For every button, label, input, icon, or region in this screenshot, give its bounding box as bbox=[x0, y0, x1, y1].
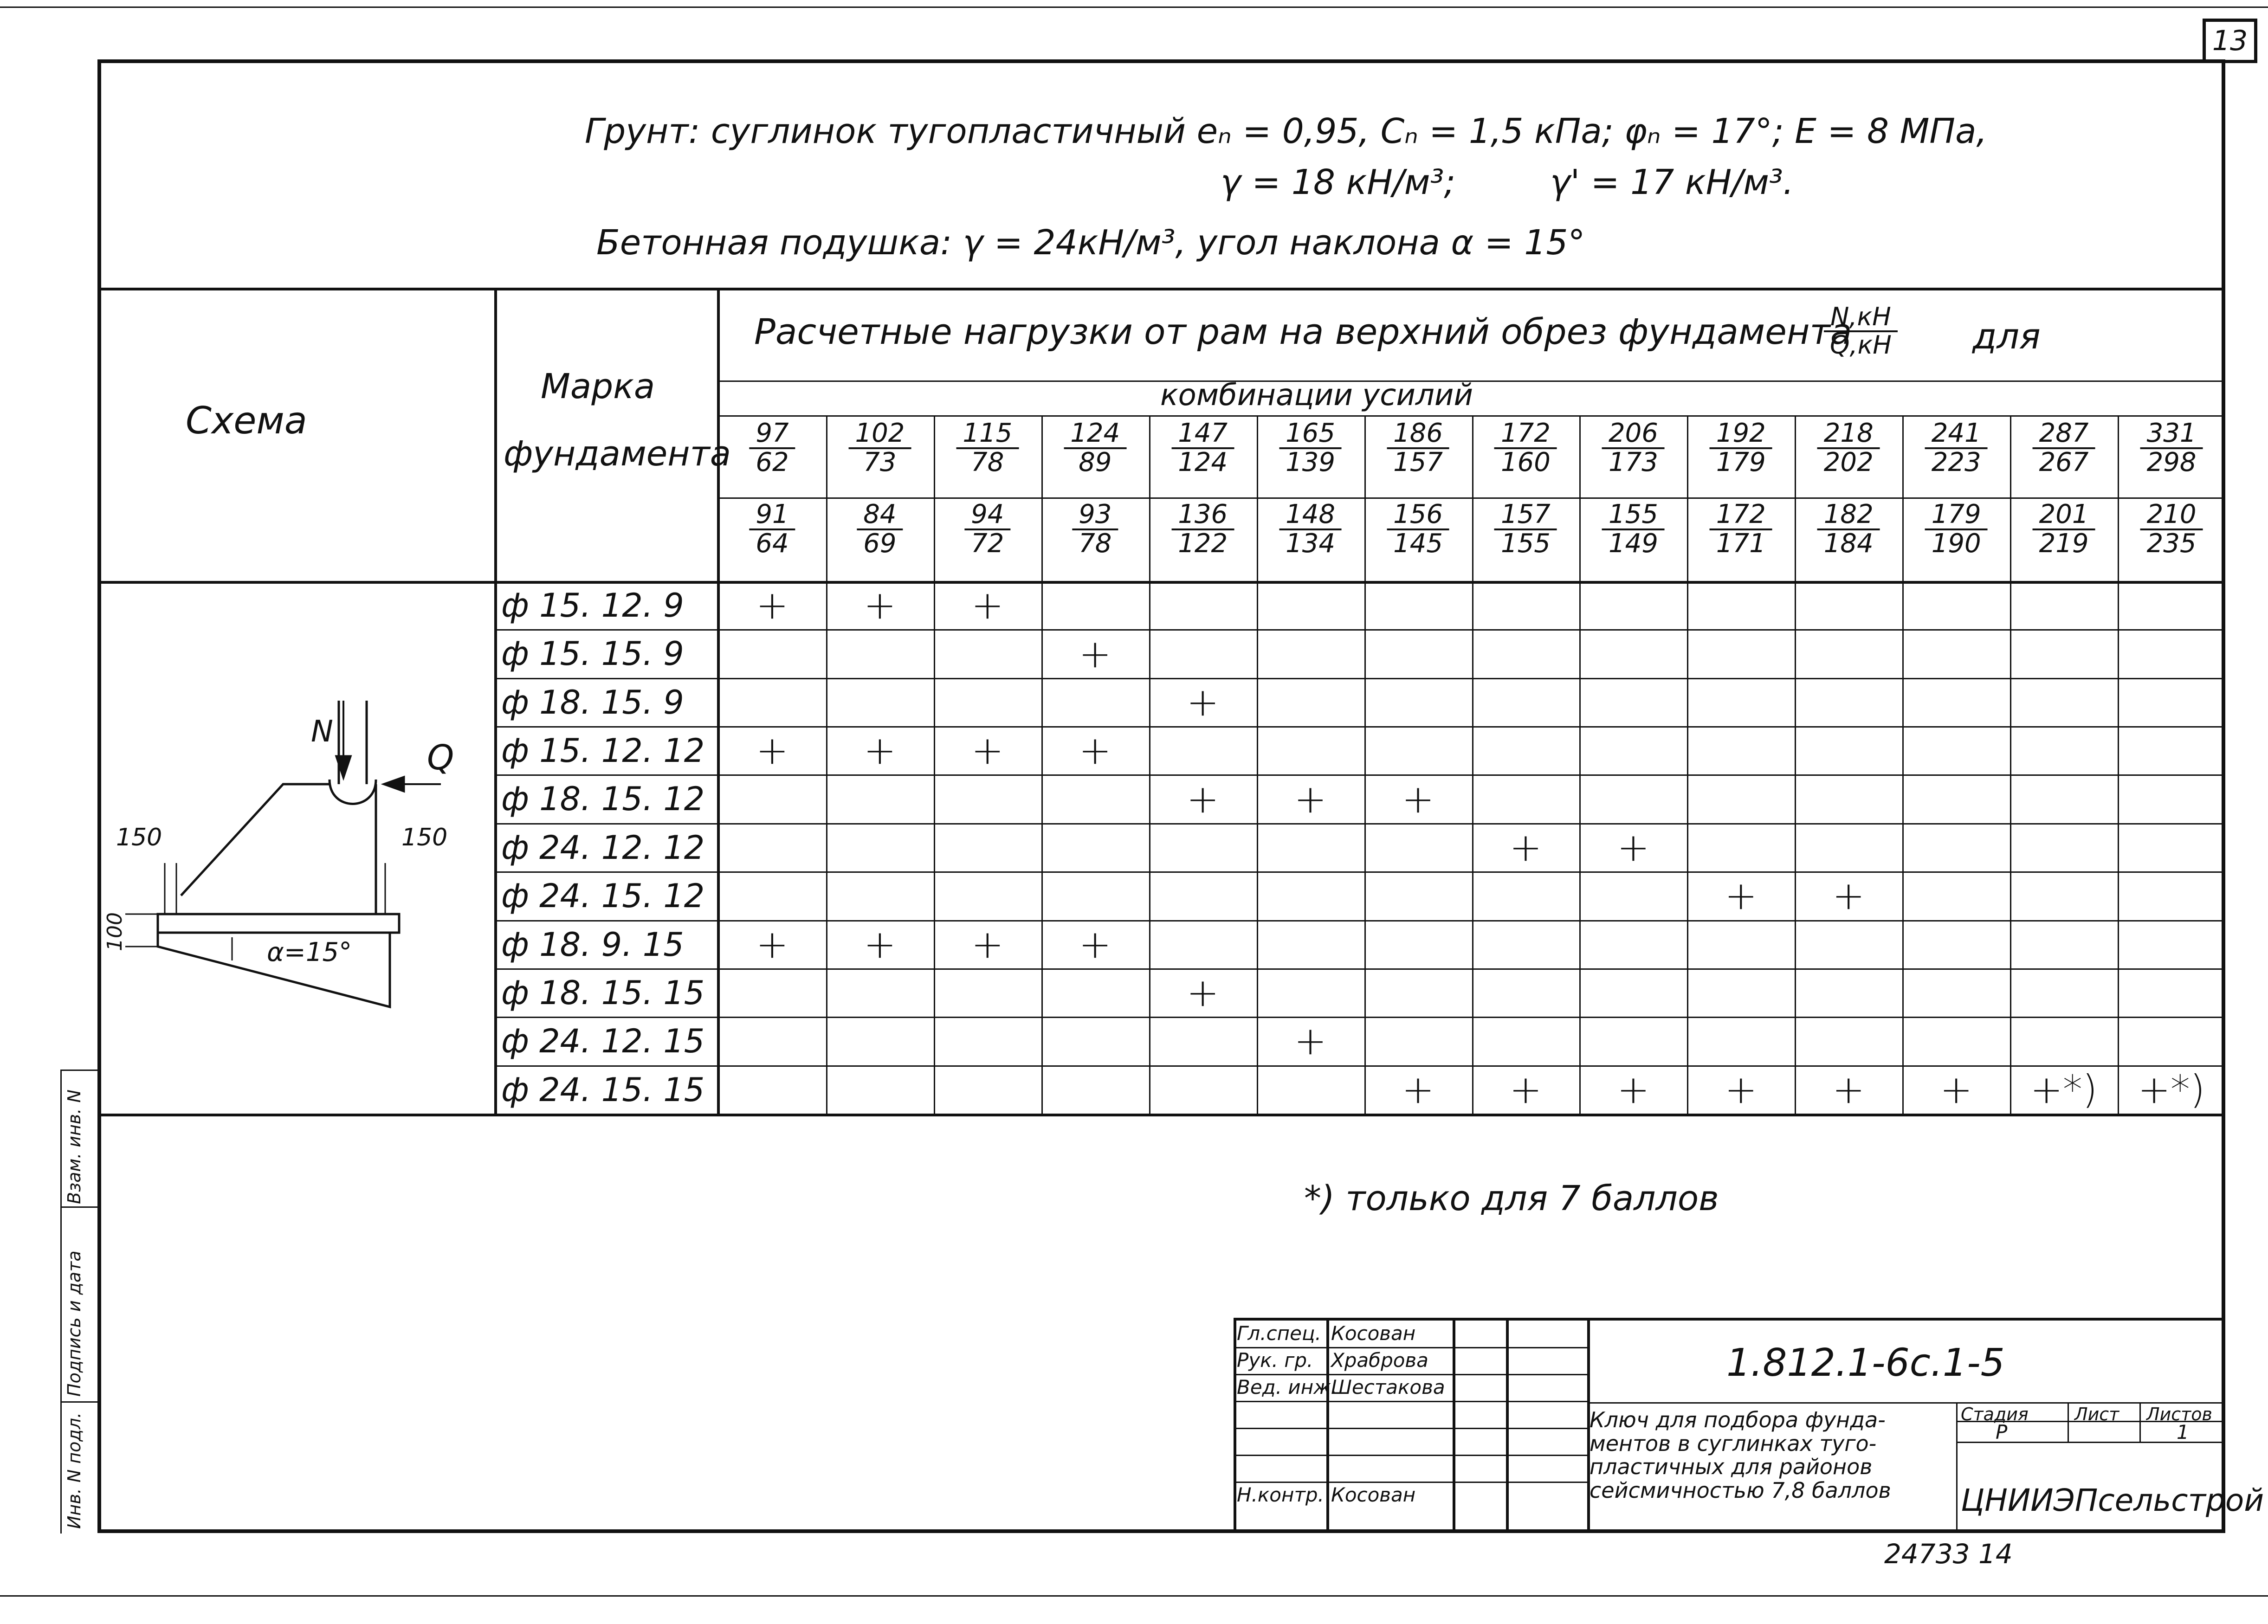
selection-mark: + bbox=[1725, 1066, 1758, 1112]
load-fraction bbox=[1171, 420, 1234, 477]
load-n-value: 331 bbox=[2140, 420, 2203, 449]
fraction-denominator: Q,кН bbox=[1829, 330, 1892, 360]
stamp-row-line bbox=[1234, 1374, 1587, 1375]
load-q-value: 171 bbox=[1716, 528, 1766, 559]
foundation-mark: ф 24. 12. 15 bbox=[501, 1022, 705, 1061]
header-cols-line bbox=[717, 415, 2225, 417]
load-q-value: 78 bbox=[1079, 528, 1112, 559]
load-fraction bbox=[1279, 420, 1342, 477]
loads-header-for: для bbox=[1972, 316, 2041, 357]
doc-title-line: ментов в суглинках туго- bbox=[1590, 1431, 1877, 1456]
row-divider bbox=[494, 678, 2225, 679]
title-block-left bbox=[1234, 1318, 1236, 1533]
side-strip-line bbox=[60, 1070, 62, 1534]
dim-left-label: 150 bbox=[116, 824, 162, 851]
q-force-label: Q bbox=[427, 738, 454, 778]
column-divider bbox=[2118, 415, 2119, 1115]
stage-header: Стадия bbox=[1961, 1404, 2029, 1424]
load-n-value: 148 bbox=[1279, 501, 1342, 530]
load-fraction bbox=[848, 420, 911, 477]
load-fraction bbox=[1279, 501, 1342, 558]
sheet-header: Лист bbox=[2074, 1404, 2119, 1424]
sheets-value: 1 bbox=[2177, 1421, 2189, 1444]
load-n-value: 287 bbox=[2033, 420, 2095, 449]
load-n-value: 115 bbox=[956, 420, 1019, 449]
selection-mark: + bbox=[1186, 679, 1219, 725]
load-fraction bbox=[1925, 420, 1988, 477]
stamp-row-line bbox=[1234, 1455, 1587, 1456]
load-q-value: 184 bbox=[1823, 528, 1874, 559]
selection-mark: +*) bbox=[2138, 1066, 2205, 1112]
selection-mark: + bbox=[1294, 776, 1327, 822]
load-q-value: 73 bbox=[863, 447, 897, 477]
load-n-value: 157 bbox=[1494, 501, 1557, 530]
load-fraction bbox=[956, 420, 1019, 477]
side-strip-divider bbox=[60, 1401, 97, 1403]
column-divider bbox=[1687, 415, 1688, 1115]
stamp-role: Вед. инж. bbox=[1237, 1376, 1338, 1398]
stamp-name: Косован bbox=[1331, 1483, 1416, 1506]
load-fraction bbox=[1602, 501, 1665, 558]
selection-mark: + bbox=[1294, 1018, 1327, 1064]
selection-mark: + bbox=[1079, 728, 1111, 773]
selection-mark: + bbox=[971, 728, 1004, 773]
row-divider bbox=[494, 774, 2225, 776]
load-q-value: 219 bbox=[2039, 528, 2089, 559]
footnote: *) только для 7 баллов bbox=[1304, 1179, 1719, 1218]
stamp-role: Рук. гр. bbox=[1237, 1349, 1313, 1372]
table-header-bottom-line bbox=[97, 581, 2225, 584]
doc-title bbox=[1590, 1408, 1891, 1502]
stamp-row-line bbox=[1234, 1347, 1587, 1348]
load-n-value: 172 bbox=[1494, 420, 1557, 449]
selection-mark: + bbox=[1617, 1066, 1650, 1112]
load-n-value: 91 bbox=[749, 501, 795, 530]
row-divider bbox=[494, 871, 2225, 873]
load-q-value: 155 bbox=[1501, 528, 1551, 559]
load-n-value: 241 bbox=[1925, 420, 1988, 449]
selection-mark: + bbox=[1186, 776, 1219, 822]
stamp-row-line bbox=[1234, 1428, 1587, 1429]
load-n-value: 155 bbox=[1602, 501, 1665, 530]
row-divider bbox=[494, 968, 2225, 970]
q-arrow-head bbox=[384, 777, 404, 791]
column-divider bbox=[826, 415, 827, 1115]
fraction-numerator: N,кН bbox=[1824, 304, 1898, 332]
load-q-value: 72 bbox=[971, 528, 1004, 559]
foundation-mark: ф 15. 12. 12 bbox=[501, 732, 705, 770]
table-bottom-line bbox=[97, 1114, 2225, 1116]
load-n-value: 179 bbox=[1925, 501, 1988, 530]
stamp-row-line bbox=[1234, 1401, 1587, 1402]
selection-mark: + bbox=[1832, 873, 1865, 919]
selection-mark: + bbox=[1402, 776, 1434, 822]
doc-code: 1.812.1-6с.1-5 bbox=[1726, 1341, 2005, 1385]
soil-line-1: Грунт: суглинок тугопластичный eₙ = 0,95, Cₙ = 1,5 кПа; φₙ = 17°; E = 8 МПа, bbox=[585, 111, 1987, 151]
header-mid-line bbox=[717, 497, 2225, 499]
load-q-value: 235 bbox=[2146, 528, 2197, 559]
row-divider bbox=[494, 1017, 2225, 1018]
dim-bottom-label: 100 bbox=[103, 912, 127, 951]
title-block-mid bbox=[1587, 1402, 2225, 1404]
load-q-value: 64 bbox=[756, 528, 789, 559]
load-n-value: 156 bbox=[1387, 501, 1449, 530]
foundation-mark: ф 24. 12. 12 bbox=[501, 828, 705, 867]
load-q-value: 223 bbox=[1931, 447, 1981, 477]
load-q-value: 69 bbox=[863, 528, 897, 559]
column-divider bbox=[1364, 415, 1366, 1115]
sheet-top-border bbox=[0, 6, 2268, 8]
doc-title-line: сейсмичностью 7,8 баллов bbox=[1590, 1477, 1891, 1503]
selection-mark: + bbox=[1079, 631, 1111, 677]
load-n-value: 201 bbox=[2033, 501, 2095, 530]
foundation-slope-outline bbox=[181, 784, 330, 896]
row-divider bbox=[494, 629, 2225, 631]
load-fraction bbox=[1817, 420, 1880, 477]
stamp-name: Шестакова bbox=[1331, 1376, 1445, 1398]
load-fraction bbox=[1494, 420, 1557, 477]
selection-mark: +*) bbox=[2030, 1066, 2098, 1112]
load-fraction bbox=[2033, 420, 2095, 477]
selection-mark: + bbox=[1509, 825, 1542, 870]
load-fraction bbox=[1710, 501, 1772, 558]
column-divider bbox=[2010, 415, 2011, 1115]
column-divider bbox=[934, 415, 935, 1115]
load-q-value: 134 bbox=[1286, 528, 1336, 559]
load-fraction bbox=[749, 501, 795, 558]
load-q-value: 139 bbox=[1286, 447, 1336, 477]
side-strip-divider bbox=[60, 1070, 97, 1071]
foundation-mark: ф 15. 12. 9 bbox=[501, 586, 684, 625]
load-n-value: 84 bbox=[857, 501, 903, 530]
load-n-value: 102 bbox=[848, 420, 911, 449]
selection-mark: + bbox=[1939, 1066, 1973, 1112]
column-divider bbox=[1149, 415, 1150, 1115]
load-q-value: 179 bbox=[1716, 447, 1766, 477]
stamp-name: Косован bbox=[1331, 1322, 1416, 1345]
load-q-value: 157 bbox=[1393, 447, 1443, 477]
mark-column-divider bbox=[717, 288, 720, 1115]
load-q-value: 298 bbox=[2146, 447, 2197, 477]
selection-mark: + bbox=[1832, 1066, 1865, 1112]
selection-mark: + bbox=[971, 921, 1004, 967]
load-n-value: 172 bbox=[1710, 501, 1772, 530]
mark-header-2: фундамента bbox=[504, 434, 731, 474]
loads-header-title: Расчетные нагрузки от рам на верхний обрез фундамента bbox=[754, 311, 1852, 352]
stage-value: Р bbox=[1996, 1421, 2008, 1444]
load-n-value: 192 bbox=[1710, 420, 1772, 449]
load-fraction bbox=[1387, 501, 1449, 558]
n-force-label: N bbox=[311, 715, 333, 749]
load-n-value: 97 bbox=[749, 420, 795, 449]
doc-title-line: Ключ для подбора фунда- bbox=[1590, 1407, 1886, 1432]
load-n-value: 218 bbox=[1817, 420, 1880, 449]
selection-mark: + bbox=[1186, 970, 1219, 1016]
load-q-value: 160 bbox=[1501, 447, 1551, 477]
page-number: 13 bbox=[2203, 19, 2257, 63]
organization: ЦНИИЭПсельстрой bbox=[1961, 1482, 2264, 1518]
selection-mark: + bbox=[863, 921, 897, 967]
sheets-header: Листов bbox=[2146, 1404, 2212, 1424]
stamp-role: Гл.спец. bbox=[1237, 1322, 1321, 1345]
bottom-number: 24733 14 bbox=[1884, 1538, 2013, 1570]
column-divider bbox=[1902, 415, 1904, 1115]
title-block-col2 bbox=[1453, 1318, 1455, 1533]
column-divider bbox=[1579, 415, 1581, 1115]
selection-mark: + bbox=[756, 582, 789, 628]
selection-mark: + bbox=[1725, 873, 1758, 919]
side-strip-divider bbox=[60, 1206, 97, 1208]
selection-mark: + bbox=[863, 728, 897, 773]
foundation-mark: ф 18. 15. 9 bbox=[501, 683, 684, 722]
load-fraction bbox=[857, 501, 903, 558]
selection-mark: + bbox=[971, 582, 1004, 628]
load-fraction bbox=[1602, 420, 1665, 477]
scheme-column-divider bbox=[494, 288, 497, 1115]
selection-mark: + bbox=[1079, 921, 1111, 967]
foundation-mark: ф 24. 15. 12 bbox=[501, 877, 705, 915]
load-q-value: 190 bbox=[1931, 528, 1981, 559]
foundation-mark: ф 18. 15. 12 bbox=[501, 780, 705, 818]
load-n-value: 206 bbox=[1602, 420, 1665, 449]
concrete-pad bbox=[158, 914, 399, 933]
soil-line-2a: γ = 18 кН/м³; bbox=[1221, 162, 1456, 202]
row-divider bbox=[494, 920, 2225, 922]
load-q-value: 62 bbox=[756, 447, 789, 477]
load-fraction bbox=[1817, 501, 1880, 558]
load-fraction bbox=[749, 420, 795, 477]
selection-mark: + bbox=[1402, 1066, 1434, 1112]
load-fraction bbox=[2033, 501, 2095, 558]
load-q-value: 78 bbox=[971, 447, 1004, 477]
load-fraction bbox=[1171, 501, 1234, 558]
load-n-value: 186 bbox=[1387, 420, 1449, 449]
load-n-value: 94 bbox=[964, 501, 1010, 530]
foundation-mark: ф 15. 15. 9 bbox=[501, 635, 684, 673]
side-label-replace: Взам. инв. N bbox=[64, 1089, 84, 1204]
selection-mark: + bbox=[756, 921, 789, 967]
load-q-value: 267 bbox=[2039, 447, 2089, 477]
stamp-name: Храброва bbox=[1331, 1349, 1428, 1372]
mark-header-1: Марка bbox=[541, 367, 655, 406]
load-n-value: 93 bbox=[1072, 501, 1118, 530]
column-socket bbox=[330, 780, 376, 804]
foundation-scheme bbox=[107, 673, 492, 1035]
doc-title-line: пластичных для районов bbox=[1590, 1454, 1873, 1480]
load-n-value: 210 bbox=[2140, 501, 2203, 530]
load-fraction bbox=[1387, 420, 1449, 477]
load-fraction bbox=[1072, 501, 1118, 558]
column-divider bbox=[1041, 415, 1043, 1115]
foundation-mark: ф 18. 9. 15 bbox=[501, 925, 684, 964]
load-n-value: 136 bbox=[1171, 501, 1234, 530]
stamp-role: Н.контр. bbox=[1237, 1483, 1324, 1506]
load-fraction bbox=[1064, 420, 1126, 477]
load-fraction bbox=[2140, 501, 2203, 558]
load-q-value: 202 bbox=[1823, 447, 1874, 477]
load-fraction bbox=[1710, 420, 1772, 477]
selection-mark: + bbox=[1617, 825, 1650, 870]
angle-label: α=15° bbox=[267, 937, 352, 967]
column-divider bbox=[1257, 415, 1258, 1115]
title-block-col1 bbox=[1326, 1318, 1329, 1533]
load-fraction bbox=[1925, 501, 1988, 558]
loads-header-fraction bbox=[1824, 304, 1898, 358]
load-q-value: 89 bbox=[1079, 447, 1112, 477]
scheme-header: Схема bbox=[186, 399, 307, 442]
soil-line-2b: γ' = 17 кН/м³. bbox=[1550, 162, 1794, 202]
table-top-line bbox=[97, 288, 2225, 290]
column-divider bbox=[1472, 415, 1473, 1115]
load-n-value: 147 bbox=[1171, 420, 1234, 449]
side-label-sign: Подпись и дата bbox=[64, 1250, 84, 1397]
row-divider bbox=[494, 823, 2225, 825]
dim-right-label: 150 bbox=[401, 824, 448, 851]
load-q-value: 173 bbox=[1608, 447, 1658, 477]
title-block-top bbox=[1234, 1318, 2225, 1321]
column-divider bbox=[1795, 415, 1796, 1115]
selection-mark: + bbox=[756, 728, 789, 773]
load-q-value: 124 bbox=[1178, 447, 1228, 477]
load-fraction bbox=[964, 501, 1010, 558]
sheet-bottom-border bbox=[0, 1595, 2268, 1597]
title-block-col3 bbox=[1506, 1318, 1509, 1533]
selection-mark: + bbox=[863, 582, 897, 628]
foundation-mark: ф 18. 15. 15 bbox=[501, 973, 705, 1012]
load-q-value: 149 bbox=[1608, 528, 1658, 559]
row-divider bbox=[494, 726, 2225, 728]
load-n-value: 124 bbox=[1064, 420, 1126, 449]
load-q-value: 145 bbox=[1393, 528, 1443, 559]
loads-header-sub: комбинации усилий bbox=[1160, 378, 1473, 412]
load-fraction bbox=[2140, 420, 2203, 477]
load-n-value: 165 bbox=[1279, 420, 1342, 449]
load-fraction bbox=[1494, 501, 1557, 558]
load-q-value: 122 bbox=[1178, 528, 1228, 559]
selection-mark: + bbox=[1509, 1066, 1542, 1112]
load-n-value: 182 bbox=[1817, 501, 1880, 530]
stamp-row-line bbox=[1234, 1482, 1587, 1483]
soil-line-3: Бетонная подушка: γ = 24кН/м³, угол наклона α = 15° bbox=[596, 223, 1585, 263]
side-label-inv: Инв. N подл. bbox=[64, 1412, 84, 1529]
foundation-mark: ф 24. 15. 15 bbox=[501, 1070, 705, 1109]
